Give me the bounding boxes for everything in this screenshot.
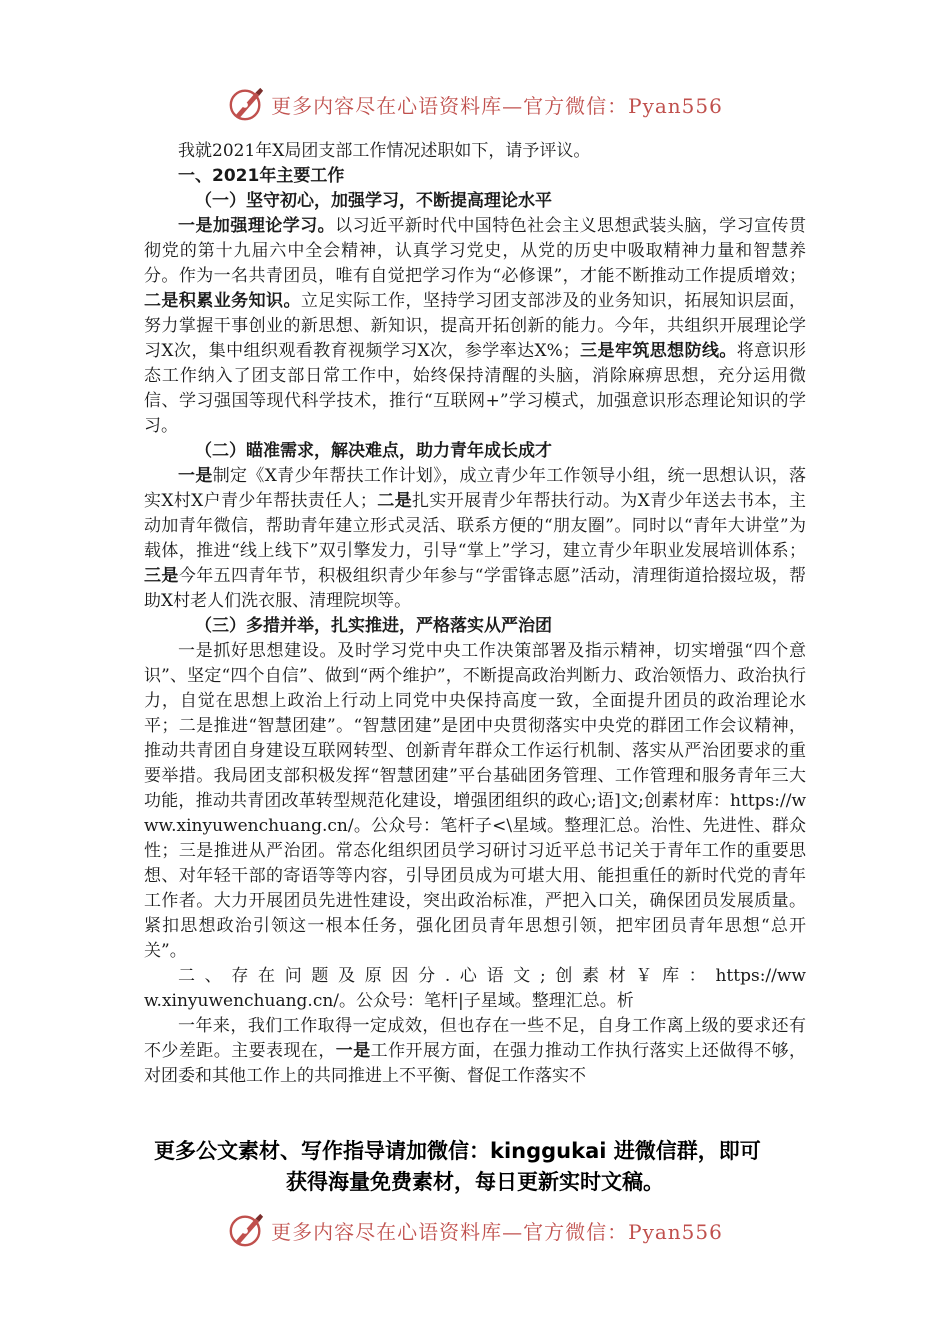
footer-banner <box>0 1207 950 1253</box>
heading-url-text: https://www.xinyuwenchuang.cn/。公众号：笔杆|子星域。整理汇总。析 <box>144 966 806 1011</box>
heading-text: 二、存在问题及原因分.心语文;创素材￥库： <box>178 966 716 986</box>
bold-phrase: 一是 <box>335 1041 371 1061</box>
promo-line-1: 更多公文素材、写作指导请加微信：kinggukai 进微信群，即可 <box>154 1139 761 1163</box>
promo-notice <box>100 1136 850 1198</box>
intro-paragraph: 我就2021年X局团支部工作情况述职如下，请予评议。 <box>178 141 591 161</box>
bold-phrase: 二是 <box>376 491 412 511</box>
subsection-heading-2: （二）瞄准需求，解决难点，助力青年成长成才 <box>195 441 552 461</box>
paragraph-text: 扎实开展青少年帮扶行动。为X青少年送去书本，主动加青年微信，帮助青年建立形式灵活、联系方便的“朋友圈”。同时以“青年大讲堂”为载体，推进“线上线下”双引擎发力，引导“掌上”学习，建立青少年职业发展培训体系； <box>144 491 807 561</box>
paragraph-text: 以习近平新时代中国特色社会主义思想武装头脑，学习宣传贯彻党的第十九届六中全会精神，认真学习党史，从党的历史中吸取精神力量和智慧养分。作为一名共青团员，唯有自觉把学习作为“必修课”，才能不断推动工作提质增效； <box>144 216 807 286</box>
section-heading-2 <box>144 964 806 1014</box>
paragraph-problems <box>144 1014 806 1089</box>
bold-phrase: 三是牢筑思想防线。 <box>579 341 737 361</box>
banner-text: 更多内容尽在心语资料库—官方微信：Pyan556 <box>271 93 723 118</box>
paragraph-study <box>144 214 806 439</box>
paragraph-youth <box>144 464 806 614</box>
banner-text: 更多内容尽在心语资料库—官方微信：Pyan556 <box>271 1219 723 1244</box>
subsection-heading-1: （一）坚守初心，加强学习，不断提高理论水平 <box>195 191 552 211</box>
header-banner <box>0 81 950 127</box>
paragraph-text: 立足实际工作，坚持学习团支部涉及的业务知识，拓展知识层面，努力掌握干事创业的新思想、新知识，提高开拓创新的能力。今年，共组织开展理论学习X次，集中组织观看教育视频学习X次，参学率达X%； <box>144 291 807 361</box>
section-heading-1: 一、2021年主要工作 <box>178 166 345 186</box>
bold-phrase: 一是 <box>178 466 213 486</box>
paragraph-text: 制定《X青少年帮扶工作计划》，成立青少年工作领导小组，统一思想认识，落实X村X户青少年帮扶责任人； <box>144 466 807 511</box>
pen-logo-icon <box>227 85 265 123</box>
bold-phrase: 二是积累业务知识。 <box>144 291 301 311</box>
paragraph-text: 一年来，我们工作取得一定成效，但也存在一些不足，自身工作离上级的要求还有不少差距。主要表现在， <box>144 1016 806 1061</box>
paragraph-text: 将意识形态工作纳入了团支部日常工作中，始终保持清醒的头脑，消除麻痹思想，充分运用微信、学习强国等现代科学技术，推行“互联网+”学习模式，加强意识形态理论知识的学习。 <box>144 341 807 436</box>
subsection-heading-3: （三）多措并举，扎实推进，严格落实从严治团 <box>195 616 552 636</box>
bold-phrase: 一是加强理论学习。 <box>178 216 336 236</box>
document-body <box>144 139 806 1089</box>
promo-line-2: 获得海量免费素材，每日更新实时文稿。 <box>286 1170 664 1194</box>
paragraph-text: 工作开展方面，在强力推动工作执行落实上还做得不够，对团委和其他工作上的共同推进上不平衡、督促工作落实不 <box>144 1041 807 1086</box>
pen-logo-icon <box>227 1211 265 1249</box>
bold-phrase: 三是 <box>144 566 179 586</box>
paragraph-text: 今年五四青年节，积极组织青少年参与“学雷锋志愿”活动，清理街道拾掇垃圾，帮助X村老人们洗衣服、清理院坝等。 <box>144 566 806 611</box>
paragraph-governance: 一是抓好思想建设。及时学习党中央工作决策部署及指示精神，切实增强“四个意识”、坚定“四个自信”、做到“两个维护”，不断提高政治判断力、政治领悟力、政治执行力，自觉在思想上政治上行动上同党中央保持高度一致，全面提升团员的政治理论水平；二是推进“智慧团建”。“智慧团建”是团中央贯彻落实中央党的群团工作会议精神，推动共青团自身建设互联网转型、创新青年群众工作运行机制、落实从严治团要求的重要举措。我局团支部积极发挥“智慧团建”平台基础团务管理、工作管理和服务青年三大功能，推动共青团改革转型规范化建设，增强团组织的政心;语]文;创素材库：https://www.xinyuwenchuang.cn/。公众号：笔杆子<\星域。整理汇总。治性、先进性、群众性；三是推进从严治团。常态化组织团员学习研讨习近平总书记关于青年工作的重要思想、对年轻干部的寄语等等内容，引导团员成为可堪大用、能担重任的新时代党的青年工作者。大力开展团员先进性建设，突出政治标准，严把入口关，确保团员发展质量。紧扣思想政治引领这一根本任务，强化团员青年思想引领，把牢团员青年思想“总开关”。 <box>144 641 806 961</box>
